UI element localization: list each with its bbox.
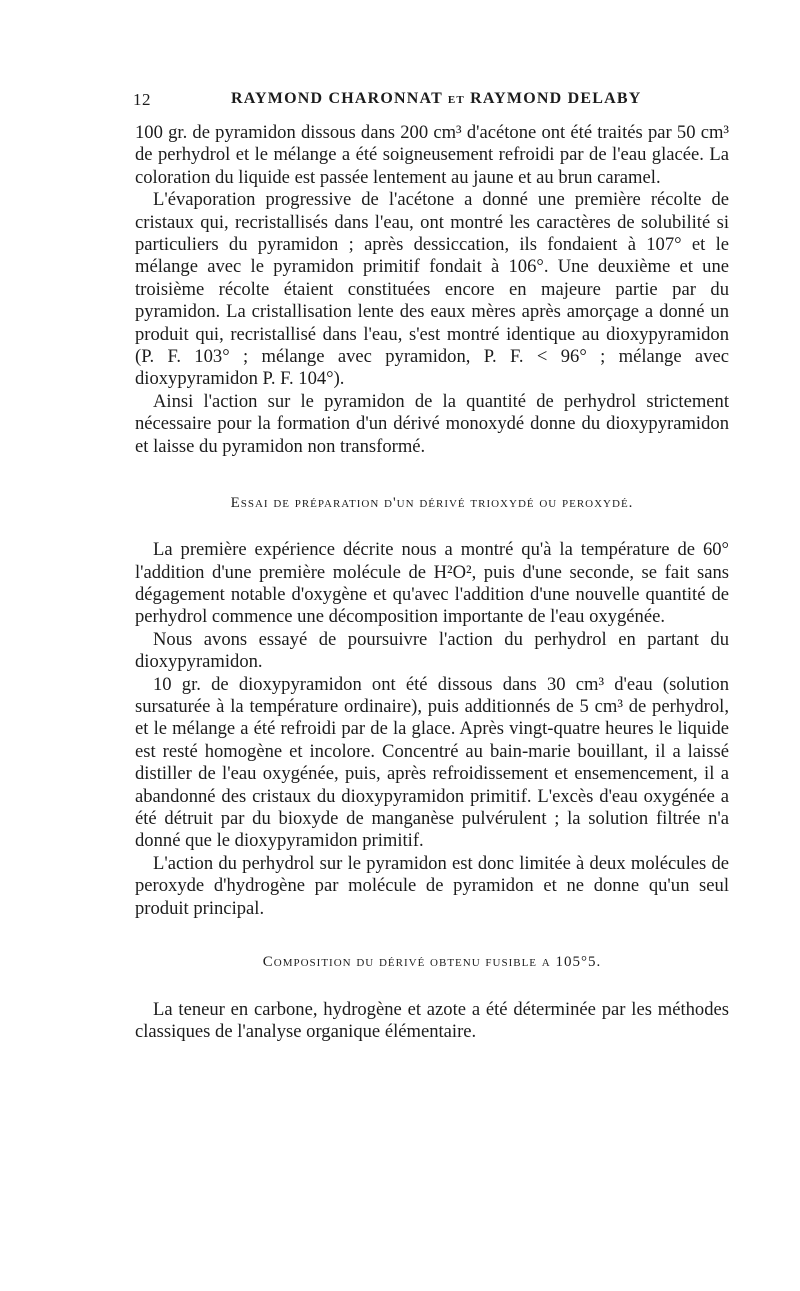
paragraph: La première expérience décrite nous a montré qu'à la température de 60° l'addition d'une première molécule de H²O², puis d'une seconde, se fait sans dégagement notable d'oxygène et qu'avec l'addition d'une nouvelle quantité de perhydrol commence une décomposition importante de l'eau oxygénée. [135,539,729,628]
running-header [135,90,729,114]
running-title: RAYMOND CHARONNAT et RAYMOND DELABY [231,90,642,107]
document-page [135,90,729,1044]
page-number: 12 [133,90,151,109]
paragraph: Ainsi l'action sur le pyramidon de la quantité de perhydrol strictement nécessaire pour la formation d'un dérivé monoxydé donne du dioxypyramidon et laisse du pyramidon non transformé. [135,390,729,457]
paragraph: L'évaporation progressive de l'acétone a donné une première récolte de cristaux qui, recristallisés dans l'eau, ont montré les caractères de solubilité si particuliers du pyramidon ; après dessiccation, ils fondaient à 107° et le mélange avec le pyramidon primitif fondait à 106°. Une deuxième et une troisième récolte étaient constituées encore en majeure partie par du pyramidon. La cristallisation lente des eaux mères après amorçage a donné un produit qui, recristallisé dans l'eau, s'est montré identique au dioxypyramidon (P. F. 103° ; mélange avec pyramidon, P. F. < 96° ; mélange avec dioxypyramidon P. F. 104°). [135,189,729,390]
paragraph: 10 gr. de dioxypyramidon ont été dissous dans 30 cm³ d'eau (solution sursaturée à la température ordinaire), puis additionnés de 5 cm³ de perhydrol, et le mélange a été refroidi par de la glace. Après vingt-quatre heures le liquide est resté homogène et incolore. Concentré au bain-marie bouillant, il a laissé distiller de l'eau oxygénée, puis, après refroidissement et ensemencement, il a abandonné des cristaux du dioxypyramidon primitif. L'excès d'eau oxygénée a été détruit par du bioxyde de manganèse pulvérulent ; la solution filtrée n'a donné que le dioxypyramidon primitif. [135,673,729,852]
section-heading: Composition du dérivé obtenu fusible a 105°5. [262,954,602,970]
paragraph: Nous avons essayé de poursuivre l'action du perhydrol en partant du dioxypyramidon. [135,628,729,673]
section-heading: Essai de préparation d'un dérivé trioxydé ou peroxydé. [230,495,634,512]
paragraph: La teneur en carbone, hydrogène et azote a été déterminée par les méthodes classiques de l'analyse organique élémentaire. [135,999,729,1043]
paragraph: 100 gr. de pyramidon dissous dans 200 cm³ d'acétone ont été traités par 50 cm³ de perhydrol et le mélange a été soigneusement refroidi par de l'eau glacée. La coloration du liquide est passée lentement au jaune et au brun caramel. [135,122,729,188]
paragraph: L'action du perhydrol sur le pyramidon est donc limitée à deux molécules de peroxyde d'hydrogène par molécule de pyramidon et ne donne qu'un seul produit principal. [135,852,729,919]
